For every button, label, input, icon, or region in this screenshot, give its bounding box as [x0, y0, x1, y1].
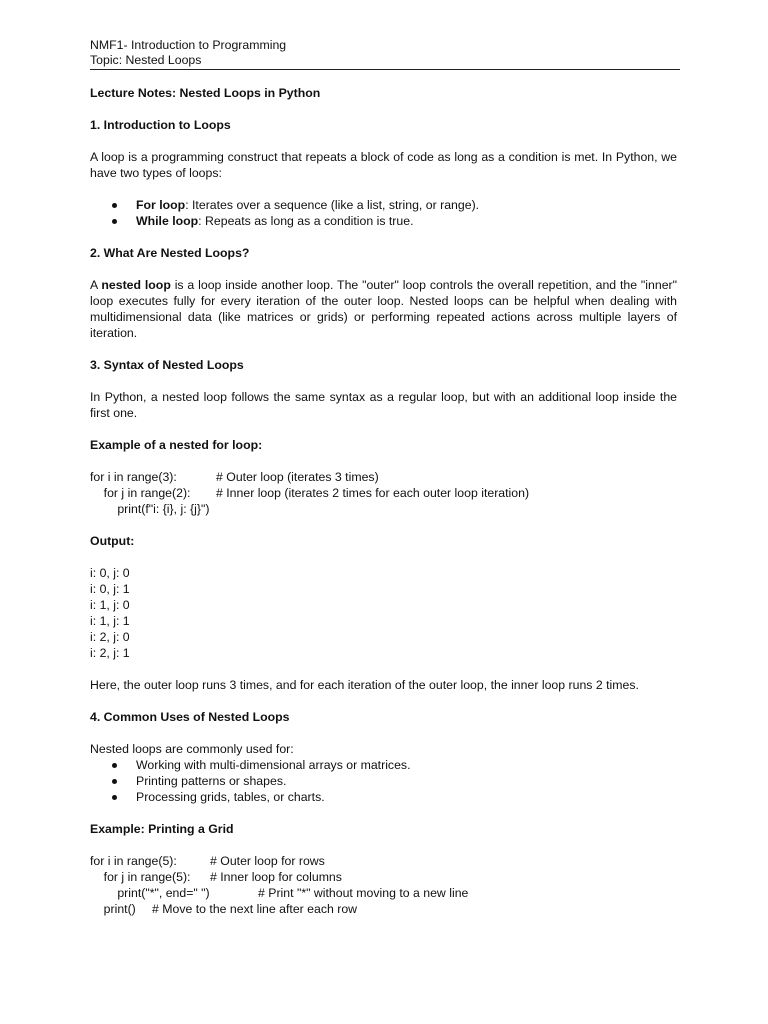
code-line: print("*", end=" ") # Print "*" without moving to a new line	[90, 886, 469, 900]
code-line: for i in range(5): # Outer loop for rows	[90, 854, 325, 868]
code-line: for j in range(2): # Inner loop (iterates 2 times for each outer loop iteration)	[90, 486, 530, 500]
list-item: For loop: Iterates over a sequence (like a list, string, or range).	[90, 197, 677, 213]
section-3-paragraph: In Python, a nested loop follows the same syntax as a regular loop, but with an additional loop inside the first one.	[90, 390, 677, 420]
section-2-heading: 2. What Are Nested Loops?	[90, 246, 250, 260]
header-divider	[90, 69, 680, 70]
list-item: Processing grids, tables, or charts.	[90, 789, 677, 805]
bullet-icon	[112, 779, 117, 784]
section-4-intro: Nested loops are commonly used for:	[90, 742, 294, 756]
output-block	[90, 565, 677, 661]
code-line: print(f"i: {i}, j: {j}")	[90, 502, 210, 516]
document-body	[90, 85, 677, 917]
output-line: i: 1, j: 1	[90, 614, 130, 628]
code-line: for i in range(3): # Outer loop (iterates 3 times)	[90, 470, 379, 484]
bullet-icon	[112, 795, 117, 800]
section-3-explanation: Here, the outer loop runs 3 times, and for each iteration of the outer loop, the inner loop runs 2 times.	[90, 678, 639, 692]
list-item: Working with multi-dimensional arrays or matrices.	[90, 757, 677, 773]
output-line: i: 2, j: 1	[90, 646, 130, 660]
bullet-icon	[112, 763, 117, 768]
output-line: i: 0, j: 0	[90, 566, 130, 580]
code-example-1	[90, 469, 677, 517]
output-line: i: 0, j: 1	[90, 582, 130, 596]
example-1-heading: Example of a nested for loop:	[90, 438, 263, 452]
bullet-icon	[112, 219, 117, 224]
output-heading: Output:	[90, 534, 135, 548]
bullet-icon	[112, 203, 117, 208]
section-2-paragraph: A nested loop is a loop inside another loop. The "outer" loop controls the overall repetition, and the "inner" loop executes fully for every iteration of the outer loop. Nested loops can be helpful when dealing with multidimensional data (like matrices or grids) or performing repeated actions across multiple layers of iteration.	[90, 278, 678, 340]
uses-list	[90, 757, 677, 805]
example-2-heading: Example: Printing a Grid	[90, 822, 234, 836]
section-4-heading: 4. Common Uses of Nested Loops	[90, 710, 290, 724]
output-line: i: 1, j: 0	[90, 598, 130, 612]
section-1-paragraph: A loop is a programming construct that repeats a block of code as long as a condition is met. In Python, we have two types of loops:	[90, 150, 677, 180]
code-example-2	[90, 853, 677, 917]
list-item: Printing patterns or shapes.	[90, 773, 677, 789]
loop-types-list	[90, 197, 677, 229]
course-title: NMF1- Introduction to Programming	[90, 38, 287, 52]
code-line: print() # Move to the next line after each row	[90, 902, 358, 916]
output-line: i: 2, j: 0	[90, 630, 130, 644]
list-item: While loop: Repeats as long as a condition is true.	[90, 213, 677, 229]
page-header	[90, 38, 680, 68]
topic-title: Topic: Nested Loops	[90, 53, 202, 67]
code-line: for j in range(5): # Inner loop for columns	[90, 870, 342, 884]
lecture-title: Lecture Notes: Nested Loops in Python	[90, 86, 321, 100]
section-1-heading: 1. Introduction to Loops	[90, 118, 231, 132]
section-3-heading: 3. Syntax of Nested Loops	[90, 358, 244, 372]
